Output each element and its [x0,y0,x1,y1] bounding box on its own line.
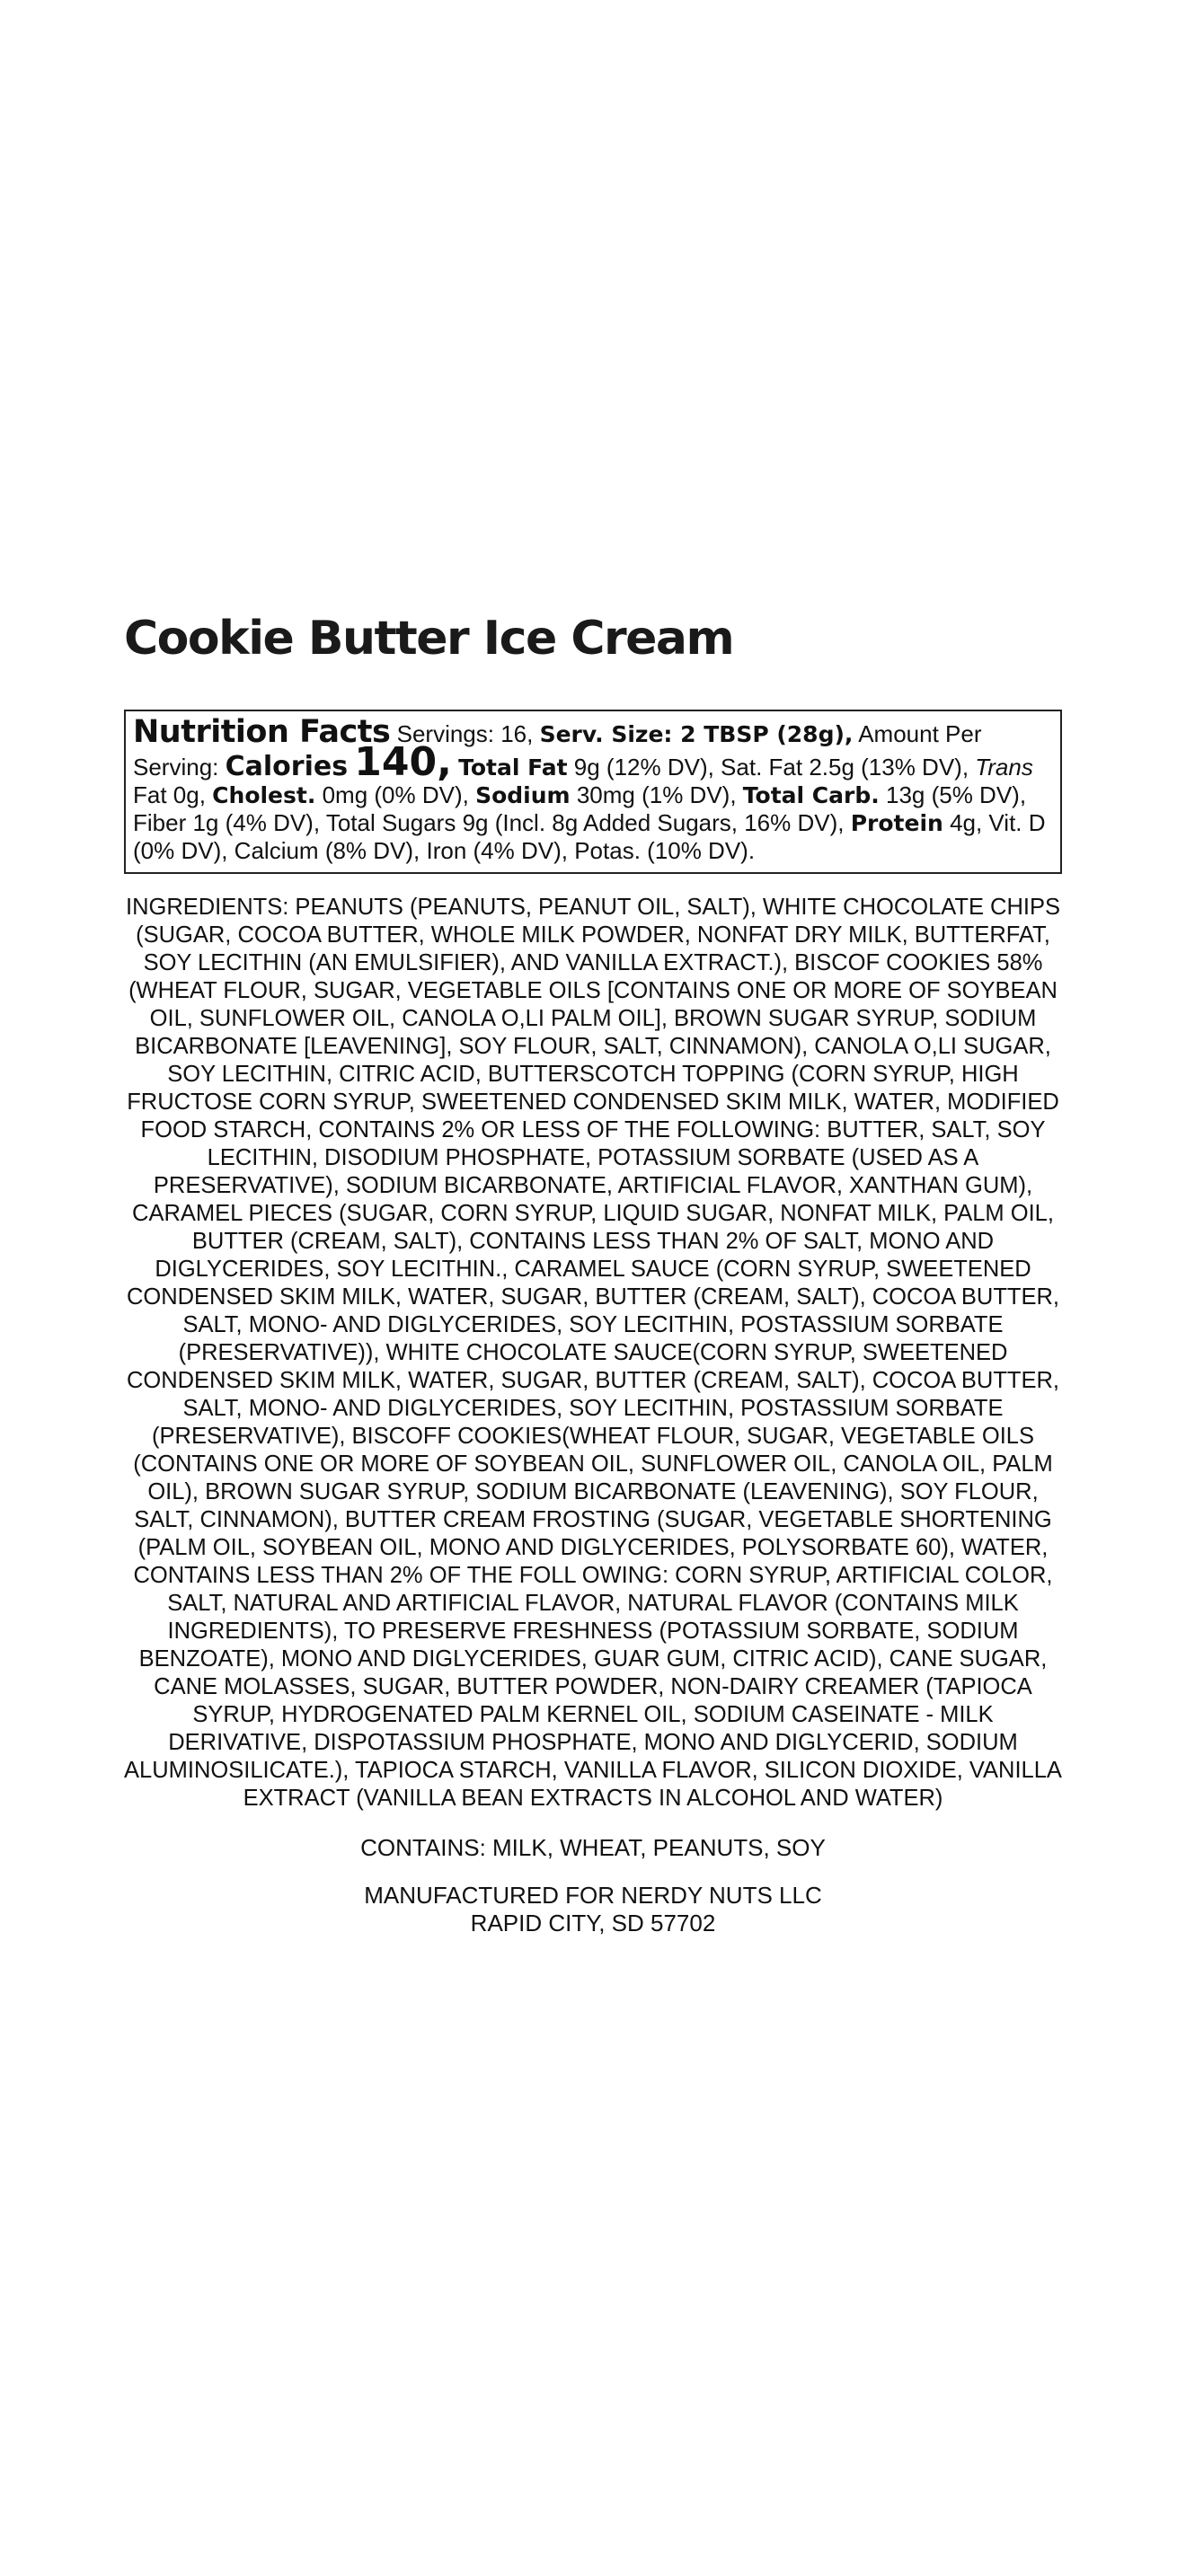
sodium-value: 30mg (1% DV), [576,781,737,808]
cholesterol-label: Cholest. [212,782,316,808]
protein-value: 4g, Vit. D (0% DV), Calcium (8% DV), Iron (4% DV), Potas. (10% DV). [133,809,1046,864]
product-title: Cookie Butter Ice Cream [124,612,734,666]
servings-text: Servings: 16, [396,720,534,747]
amount-per-serving-text: Amount Per Serving: [133,720,982,781]
product-label [124,607,1062,1937]
nutrition-facts-title: Nutrition Facts [133,714,391,750]
manufacturer-name: MANUFACTURED FOR NERDY NUTS LLC [364,1882,822,1909]
total-carb-value: 13g (5% DV), Fiber 1g (4% DV), Total Sugars 9g (Incl. 8g Added Sugars, 16% DV), [133,781,1027,836]
protein-label: Protein [850,810,943,836]
calories-value: 140, [354,739,452,785]
ingredients-list: INGREDIENTS: PEANUTS (PEANUTS, PEANUT OIL, SALT), WHITE CHOCOLATE CHIPS (SUGAR, COCOA BUTTER, WHOLE MILK POWDER, NONFAT DRY MILK, BUTTERFAT, SOY LECITHIN (AN EMULSIFIER), AND VANILLA EXTRACT.), BISCOF COOKIES 58% (WHEAT FLOUR, SUGAR, VEGETABLE OILS [CONTAINS ONE OR MORE OF SOYBEAN OIL, SUNFLOWER OIL, CANOLA O,LI PALM OIL], BROWN SUGAR SYRUP, SODIUM BICARBONATE [LEAVENING], SOY FLOUR, SALT, CINNAMON), CANOLA O,LI SUGAR, SOY LECITHIN, CITRIC ACID, BUTTERSCOTCH TOPPING (CORN SYRUP, HIGH FRUCTOSE CORN SYRUP, SWEETENED CONDENSED SKIM MILK, WATER, MODIFIED FOOD STARCH, CONTAINS 2% OR LESS OF THE FOLLOWING: BUTTER, SALT, SOY LECITHIN, DISODIUM PHOSPHATE, POTASSIUM SORBATE (USED AS A PRESERVATIVE), SODIUM BICARBONATE, ARTIFICIAL FLAVOR, XANTHAN GUM), CARAMEL PIECES (SUGAR, CORN SYRUP, LIQUID SUGAR, NONFAT MILK, PALM OIL, BUTTER (CREAM, SALT), CONTAINS LESS THAN 2% OF SALT, MONO AND DIGLYCERIDES, SOY LECITHIN., CARAMEL SAUCE (CORN SYRUP, SWEETENED CONDENSED SKIM MILK, WATER, SUGAR, BUTTER (CREAM, SALT), COCOA BUTTER, SALT, MONO- AND DIGLYCERIDES, SOY LECITHIN, POSTASSIUM SORBATE (PRESERVATIVE)), WHITE CHOCOLATE SAUCE(CORN SYRUP, SWEETENED CONDENSED SKIM MILK, WATER, SUGAR, BUTTER (CREAM, SALT), COCOA BUTTER, SALT, MONO- AND DIGLYCERIDES, SOY LECITHIN, POSTASSIUM SORBATE (PRESERVATIVE), BISCOFF COOKIES(WHEAT FLOUR, SUGAR, VEGETABLE OILS (CONTAINS ONE OR MORE OF SOYBEAN OIL, SUNFLOWER OIL, CANOLA OIL, PALM OIL), BROWN SUGAR SYRUP, SODIUM BICARBONATE (LEAVENING), SOY FLOUR, SALT, CINNAMON), BUTTER CREAM FROSTING (SUGAR, VEGETABLE SHORTENING (PALM OIL, SOYBEAN OIL, MONO AND DIGLYCERIDES, POLYSORBATE 60), WATER, CONTAINS LESS THAN 2% OF THE FOLL OWING: CORN SYRUP, ARTIFICIAL COLOR, SALT, NATURAL AND ARTIFICIAL FLAVOR, NATURAL FLAVOR (CONTAINS MILK INGREDIENTS), TO PRESERVE FRESHNESS (POTASSIUM SORBATE, SODIUM BENZOATE), MONO AND DIGLYCERIDES, GUAR GUM, CITRIC ACID), CANE SUGAR, CANE MOLASSES, SUGAR, BUTTER POWDER, NON-DAIRY CREAMER (TAPIOCA SYRUP, HYDROGENATED PALM KERNEL OIL, SODIUM CASEINATE - MILK DERIVATIVE, DISPOTASSIUM PHOSPHATE, MONO AND DIGLYCERID, SODIUM ALUMINOSILICATE.), TAPIOCA STARCH, VANILLA FLAVOR, SILICON DIOXIDE, VANILLA EXTRACT (VANILLA BEAN EXTRACTS IN ALCOHOL AND WATER) [124,895,1062,1811]
manufacturer-address: RAPID CITY, SD 57702 [470,1910,716,1936]
nutrition-facts-panel [124,710,1062,874]
serving-size-text: Serv. Size: 2 TBSP (28g), [539,721,854,747]
allergen-statement: CONTAINS: MILK, WHEAT, PEANUTS, SOY [360,1834,826,1861]
cholesterol-value: 0mg (0% DV), [322,781,469,808]
trans-fat-label: Trans [975,754,1033,781]
total-carb-label: Total Carb. [742,782,880,808]
total-fat-label: Total Fat [458,754,568,781]
calories-label: Calories [225,751,349,782]
total-fat-value: 9g (12% DV), Sat. Fat 2.5g (13% DV), [573,754,969,781]
sodium-label: Sodium [475,782,571,808]
manufacturer-info [124,1882,1062,1937]
trans-fat-value: Fat 0g, [133,781,206,808]
